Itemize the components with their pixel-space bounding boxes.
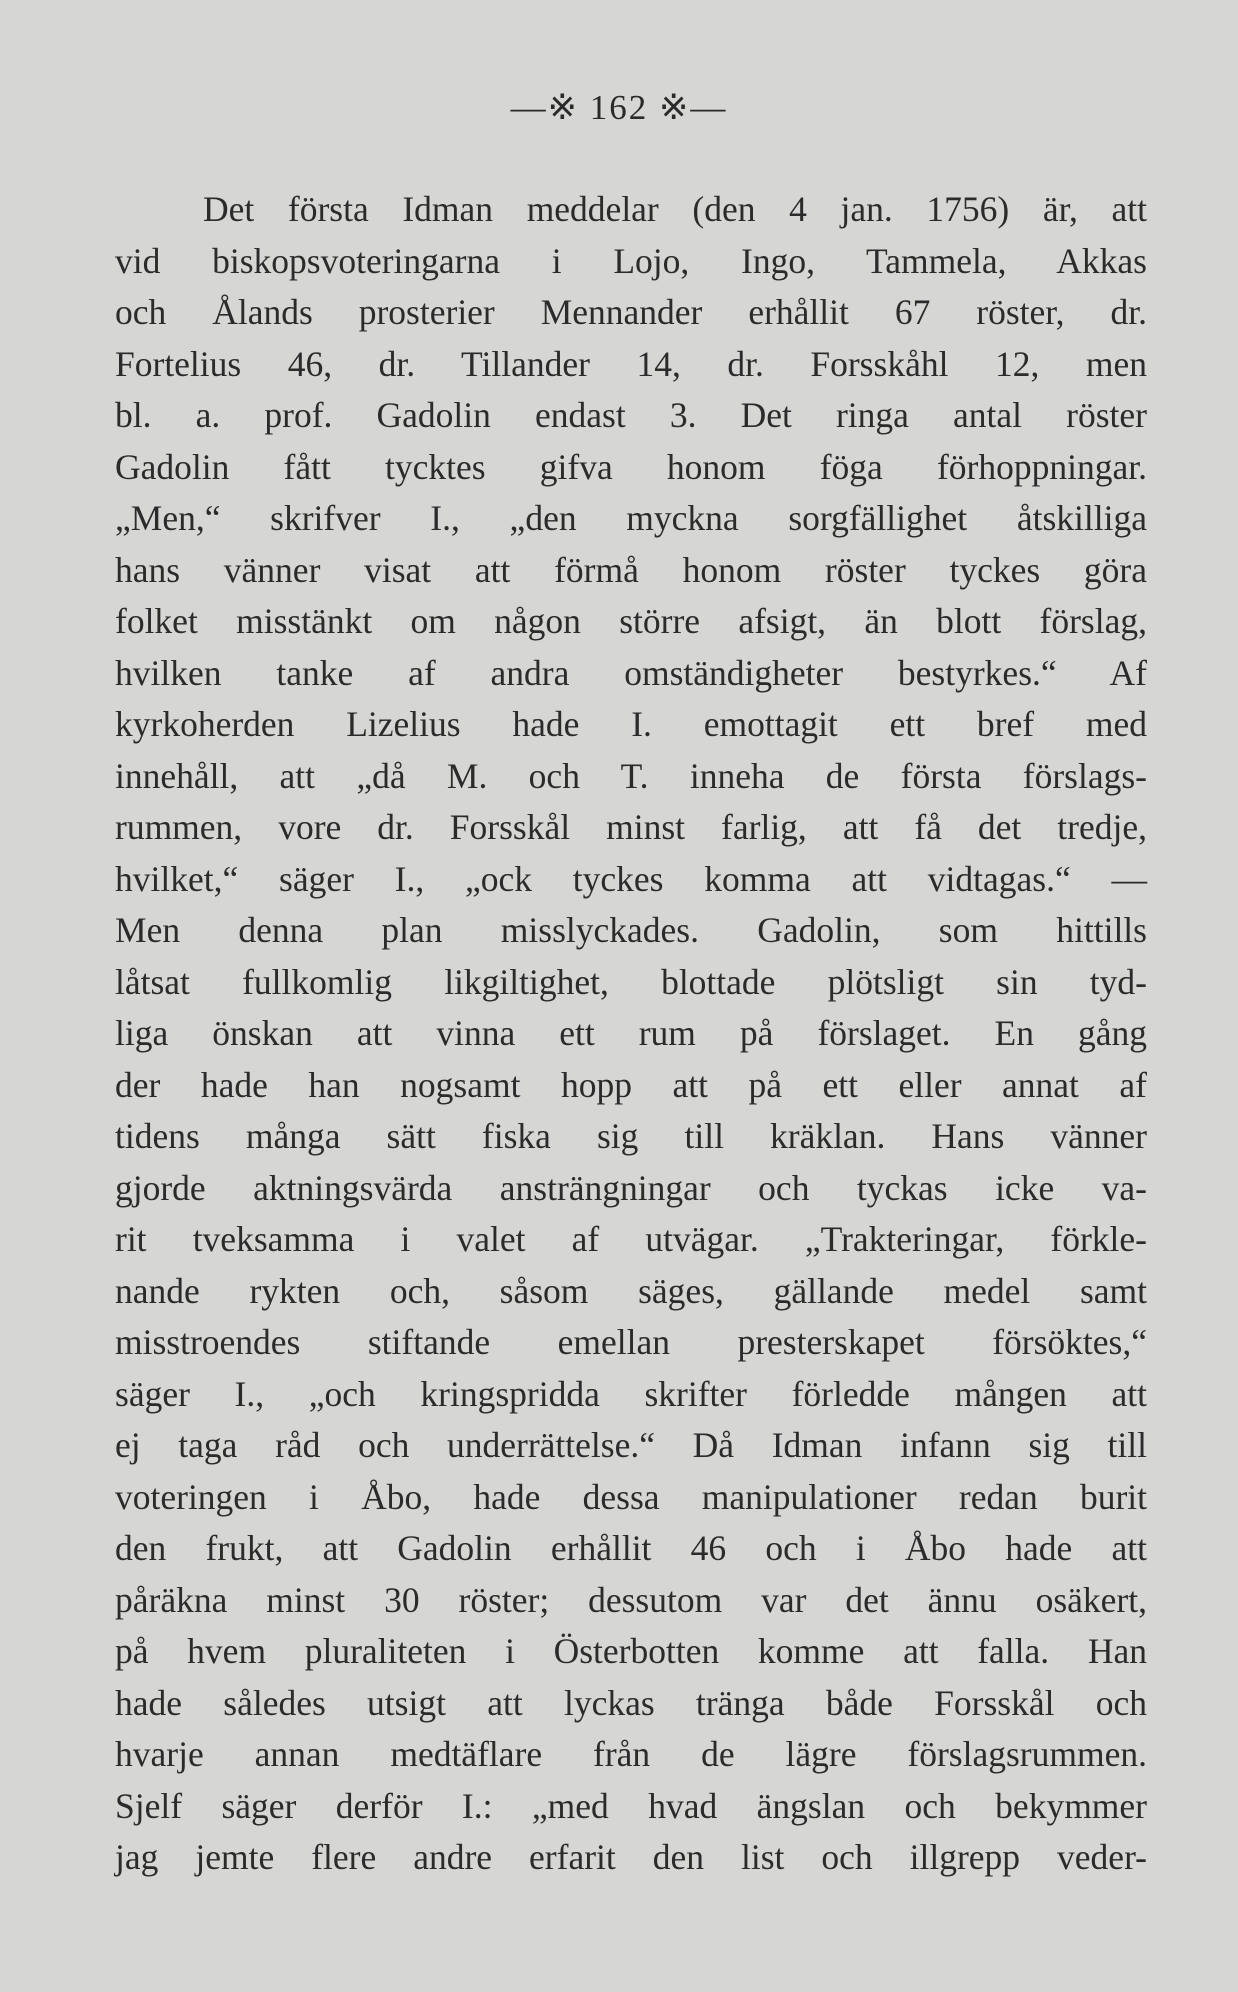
text-line: Det första Idman meddelar (den 4 jan. 1756) är, att bbox=[203, 189, 1147, 229]
text-line: Fortelius 46, dr. Tillander 14, dr. Forsskåhl 12, men bbox=[115, 343, 1147, 384]
text-line: der hade han nogsamt hopp att på ett eller annat af bbox=[115, 1064, 1147, 1105]
text-line: tidens många sätt fiska sig till kräklan. Hans vänner bbox=[115, 1116, 1147, 1156]
text-line: hvilket,“ säger I., „ock tyckes komma att vidtagas.“ — bbox=[115, 858, 1147, 899]
text-line: den frukt, att Gadolin erhållit 46 och i Åbo hade att bbox=[115, 1528, 1147, 1568]
text-line: rummen, vore dr. Forsskål minst farlig, att få det tredje, bbox=[115, 807, 1147, 847]
text-line: vid biskopsvoteringarna i Lojo, Ingo, Tammela, Akkas bbox=[115, 240, 1147, 281]
text-line: „Men,“ skrifver I., „den myckna sorgfällighet åtskilliga bbox=[115, 498, 1147, 538]
text-line: Men denna plan misslyckades. Gadolin, som hittills bbox=[115, 910, 1147, 950]
text-line: ej taga råd och underrättelse.“ Då Idman infann sig till bbox=[115, 1425, 1147, 1465]
text-line: och Ålands prosterier Mennander erhållit 67 röster, dr. bbox=[115, 292, 1147, 332]
text-line: rit tveksamma i valet af utvägar. „Trakteringar, förkle- bbox=[115, 1219, 1147, 1259]
text-line: misstroendes stiftande emellan presterskapet försöktes,“ bbox=[115, 1322, 1147, 1362]
page-number-header: —※ 162 ※— bbox=[510, 88, 728, 127]
text-line: bl. a. prof. Gadolin endast 3. Det ringa antal röster bbox=[115, 395, 1147, 435]
text-line: Gadolin fått tycktes gifva honom föga förhoppningar. bbox=[115, 446, 1147, 487]
text-line: hade således utsigt att lyckas tränga både Forsskål och bbox=[115, 1682, 1147, 1723]
text-line: säger I., „och kringspridda skrifter förledde mången att bbox=[115, 1373, 1147, 1414]
text-line: påräkna minst 30 röster; dessutom var det ännu osäkert, bbox=[115, 1579, 1147, 1620]
text-line: hvarje annan medtäflare från de lägre förslagsrummen. bbox=[115, 1734, 1147, 1774]
text-line: innehåll, att „då M. och T. inneha de första förslags- bbox=[115, 755, 1147, 796]
text-line: hvilken tanke af andra omständigheter bestyrkes.“ Af bbox=[115, 652, 1147, 693]
text-line: låtsat fullkomlig likgiltighet, blottade plötsligt sin tyd- bbox=[115, 961, 1147, 1002]
text-line: gjorde aktningsvärda ansträngningar och tyckas icke va- bbox=[115, 1167, 1147, 1208]
body-text bbox=[115, 184, 1147, 1884]
text-line: folket misstänkt om någon större afsigt, än blott förslag, bbox=[115, 601, 1147, 641]
text-line: jag jemte flere andre erfarit den list och illgrepp veder- bbox=[115, 1837, 1147, 1877]
text-line: voteringen i Åbo, hade dessa manipulationer redan burit bbox=[115, 1476, 1147, 1517]
text-line: liga önskan att vinna ett rum på förslaget. En gång bbox=[115, 1013, 1147, 1053]
text-line: Sjelf säger derför I.: „med hvad ängslan och bekymmer bbox=[115, 1785, 1147, 1826]
text-line: nande rykten och, såsom säges, gällande medel samt bbox=[115, 1270, 1147, 1311]
text-line: kyrkoherden Lizelius hade I. emottagit ett bref med bbox=[115, 704, 1147, 744]
text-line: på hvem pluraliteten i Österbotten komme att falla. Han bbox=[115, 1631, 1147, 1671]
text-line: hans vänner visat att förmå honom röster tyckes göra bbox=[115, 549, 1147, 590]
